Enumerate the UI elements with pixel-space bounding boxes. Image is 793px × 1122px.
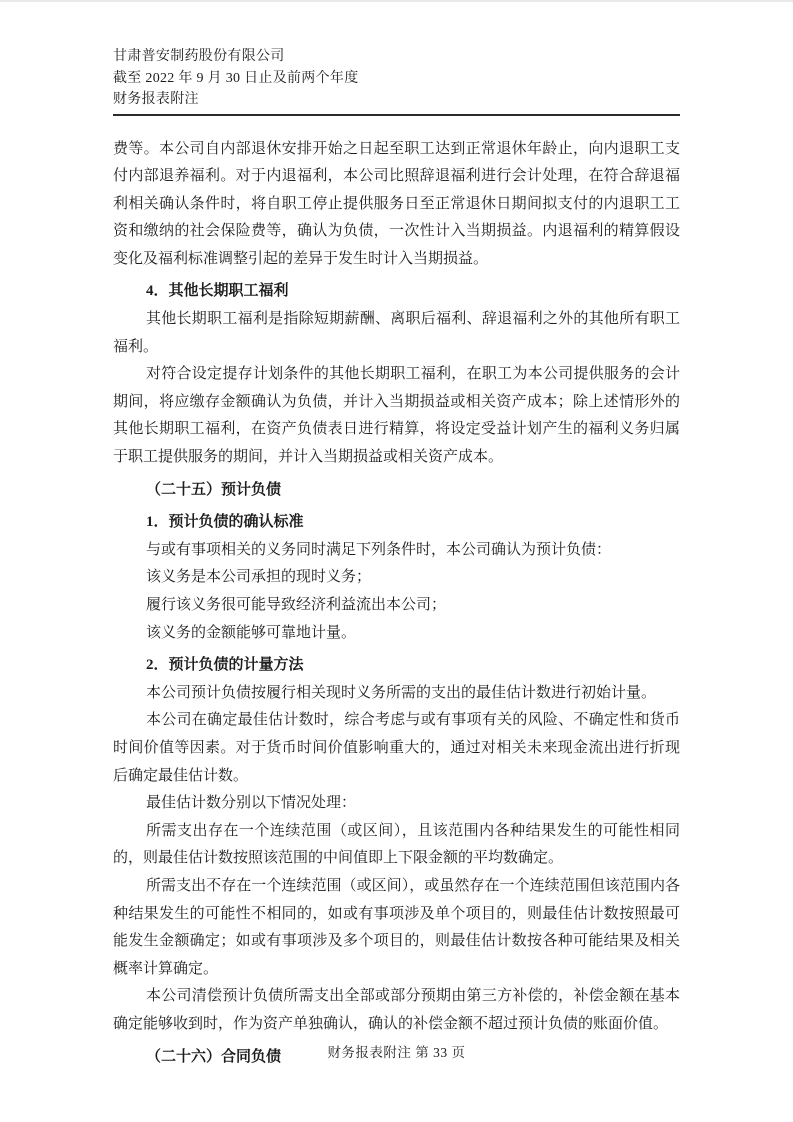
paragraph-condition-present-obligation: 该义务是本公司承担的现时义务； bbox=[146, 569, 372, 586]
page-footer bbox=[0, 1044, 793, 1061]
header-reporting-period: 截至 2022 年 9 月 30 日止及前两个年度 bbox=[113, 70, 359, 86]
paragraph-condition-economic-outflow: 履行该义务很可能导致经济利益流出本公司； bbox=[146, 597, 447, 613]
heading-section-25-provisions: （二十五）预计负债 bbox=[146, 481, 282, 498]
paragraph-condition-reliable-measurement: 该义务的金额能够可靠地计量。 bbox=[146, 624, 357, 641]
header-company-name: 甘肃普安制药股份有限公司 bbox=[113, 49, 285, 64]
heading-other-long-term-employee-benefits: 4．其他长期职工福利 bbox=[146, 283, 289, 300]
page-number-label: 财务报表附注 第 33 页 bbox=[327, 1045, 466, 1060]
heading-provision-recognition-criteria: 1．预计负债的确认标准 bbox=[146, 514, 304, 531]
paragraph-non-continuous-range-case: 所需支出不存在一个连续范围（或区间），或虽然存在一个连续范围但该范围内各种结果发生的可能性不相同的，如或有事项涉及单个项目的，则最佳估计数按照最可能发生金额确定；如或有事项涉及多个项目的，则最佳估计数按各种可能结果及相关概率计算确定。 bbox=[113, 877, 680, 977]
heading-section-26-contract-liabilities: （二十六）合同负债 bbox=[146, 1048, 282, 1065]
paragraph-third-party-reimbursement: 本公司清偿预计负债所需支出全部或部分预期由第三方补偿的，补偿金额在基本确定能够收到时，作为资产单独确认，确认的补偿金额不超过预计负债的账面价值。 bbox=[113, 988, 680, 1032]
page-header bbox=[0, 2, 793, 116]
paragraph-provision-conditions-intro: 与或有事项相关的义务同时满足下列条件时，本公司确认为预计负债： bbox=[146, 541, 612, 558]
document-body bbox=[0, 116, 793, 1072]
paragraph-best-estimate-factors: 本公司在确定最佳估计数时，综合考虑与或有事项有关的风险、不确定性和货币时间价值等因素。对于货币时间价值影响重大的，通过对相关未来现金流出进行折现后确定最佳估计数。 bbox=[113, 712, 680, 784]
paragraph-defined-contribution-treatment: 对符合设定提存计划条件的其他长期职工福利，在职工为本公司提供服务的会计期间，将应缴存金额确认为负债，并计入当期损益或相关资产成本；除上述情形外的其他长期职工福利，在资产负债表日进行精算，将设定受益计划产生的福利义务归属于职工提供服务的期间，并计入当期损益或相关资产成本。 bbox=[113, 366, 680, 466]
paragraph-other-long-term-benefits-definition: 其他长期职工福利是指除短期薪酬、离职后福利、辞退福利之外的其他所有职工福利。 bbox=[113, 311, 680, 355]
paragraph-initial-measurement: 本公司预计负债按履行相关现时义务所需的支出的最佳估计数进行初始计量。 bbox=[146, 684, 657, 701]
paragraph-continuous-range-case: 所需支出存在一个连续范围（或区间），且该范围内各种结果发生的可能性相同的，则最佳估计数按照该范围的中间值即上下限金额的平均数确定。 bbox=[113, 822, 680, 867]
header-doc-title: 财务报表附注 bbox=[113, 92, 199, 107]
paragraph-early-retirement-benefits-continued: 费等。本公司自内部退休安排开始之日起至职工达到正常退休年龄止，向内退职工支付内部退养福利。对于内退福利，本公司比照辞退福利进行会计处理，在符合辞退福利相关确认条件时，将自职工停止提供服务日至正常退休日期间拟支付的内退职工工资和缴纳的社会保险费等，确认为负债，一次性计入当期损益。内退福利的精算假设变化及福利标准调整引起的差异于发生时计入当期损益。 bbox=[113, 140, 680, 267]
heading-provision-measurement-method: 2．预计负债的计量方法 bbox=[146, 657, 304, 674]
paragraph-best-estimate-cases-intro: 最佳估计数分别以下情况处理： bbox=[146, 795, 357, 812]
